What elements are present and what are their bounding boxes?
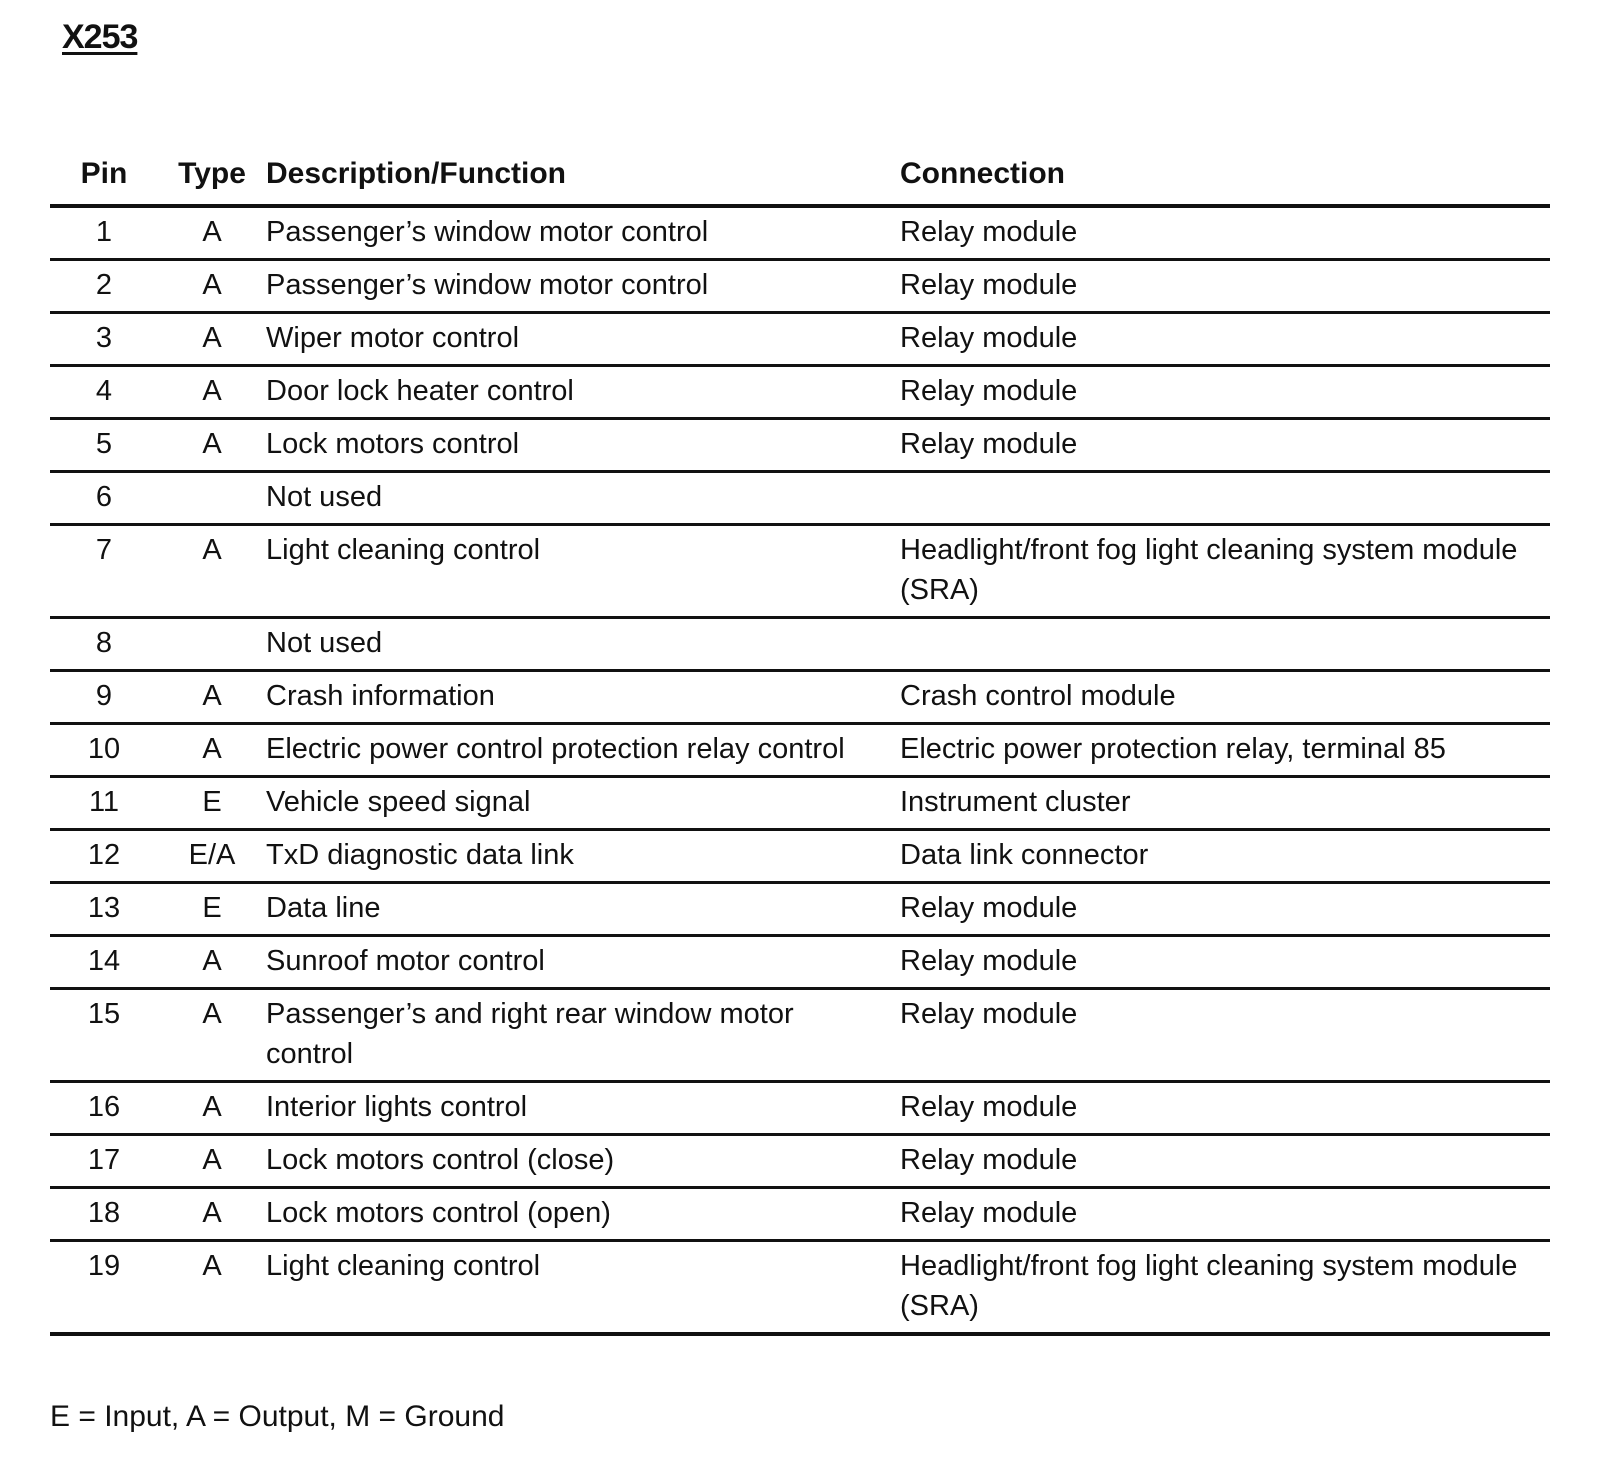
description-cell: Electric power control protection relay control [266,724,900,777]
connection-cell [900,618,1550,671]
description-cell: TxD diagnostic data link [266,830,900,883]
type-cell: A [158,989,266,1082]
type-cell: A [158,1082,266,1135]
table-row [50,883,1550,936]
description-cell: Passenger’s and right rear window motor control [266,989,900,1082]
connection-cell: Relay module [900,1188,1550,1241]
table-row [50,989,1550,1082]
type-cell: E [158,777,266,830]
table-row [50,1135,1550,1188]
type-cell [158,618,266,671]
header-connection: Connection [900,150,1550,206]
type-cell: E [158,883,266,936]
connection-cell: Relay module [900,936,1550,989]
type-cell: A [158,671,266,724]
table-row [50,724,1550,777]
type-cell: A [158,366,266,419]
connection-cell: Crash control module [900,671,1550,724]
pin-cell: 7 [50,525,158,618]
type-cell: A [158,1135,266,1188]
table-row [50,936,1550,989]
connection-cell: Relay module [900,366,1550,419]
table-row [50,618,1550,671]
type-cell: A [158,724,266,777]
type-legend: E = Input, A = Output, M = Ground [50,1400,505,1433]
pin-cell: 2 [50,260,158,313]
description-cell: Vehicle speed signal [266,777,900,830]
pin-cell: 14 [50,936,158,989]
pin-cell: 5 [50,419,158,472]
description-cell: Light cleaning control [266,525,900,618]
description-cell: Crash information [266,671,900,724]
header-pin: Pin [50,150,158,206]
description-cell: Wiper motor control [266,313,900,366]
pin-cell: 1 [50,206,158,260]
header-type: Type [158,150,266,206]
connection-cell: Relay module [900,260,1550,313]
description-cell: Door lock heater control [266,366,900,419]
type-cell: A [158,1188,266,1241]
connection-cell: Relay module [900,1135,1550,1188]
table-row [50,472,1550,525]
connection-cell: Relay module [900,989,1550,1082]
type-cell [158,472,266,525]
connection-cell: Headlight/front fog light cleaning system module (SRA) [900,1241,1550,1335]
table-row [50,671,1550,724]
pin-cell: 3 [50,313,158,366]
connection-cell: Relay module [900,313,1550,366]
connection-cell: Relay module [900,1082,1550,1135]
connection-cell: Relay module [900,419,1550,472]
connection-cell: Headlight/front fog light cleaning system module (SRA) [900,525,1550,618]
description-cell: Lock motors control [266,419,900,472]
connection-cell: Electric power protection relay, terminal 85 [900,724,1550,777]
description-cell: Lock motors control (close) [266,1135,900,1188]
table-row [50,1188,1550,1241]
connection-cell: Data link connector [900,830,1550,883]
pin-cell: 6 [50,472,158,525]
pin-cell: 12 [50,830,158,883]
table-row [50,366,1550,419]
pin-cell: 15 [50,989,158,1082]
description-cell: Passenger’s window motor control [266,206,900,260]
connection-cell: Relay module [900,206,1550,260]
description-cell: Light cleaning control [266,1241,900,1335]
description-cell: Lock motors control (open) [266,1188,900,1241]
pin-cell: 9 [50,671,158,724]
table-row [50,1241,1550,1335]
table-row [50,525,1550,618]
type-cell: A [158,419,266,472]
connection-cell: Relay module [900,883,1550,936]
table-row [50,260,1550,313]
table-row [50,419,1550,472]
connection-cell [900,472,1550,525]
connector-title: X253 [62,18,138,56]
header-description: Description/Function [266,150,900,206]
pin-cell: 4 [50,366,158,419]
pin-cell: 16 [50,1082,158,1135]
pin-cell: 10 [50,724,158,777]
pin-cell: 19 [50,1241,158,1335]
description-cell: Passenger’s window motor control [266,260,900,313]
table-body [50,206,1550,1334]
type-cell: A [158,936,266,989]
pin-cell: 17 [50,1135,158,1188]
description-cell: Interior lights control [266,1082,900,1135]
table-row [50,313,1550,366]
table-row [50,830,1550,883]
table-row [50,777,1550,830]
table-row [50,1082,1550,1135]
type-cell: A [158,206,266,260]
pin-cell: 13 [50,883,158,936]
pin-cell: 11 [50,777,158,830]
table-header-row [50,150,1550,206]
description-cell: Data line [266,883,900,936]
table-row [50,206,1550,260]
pin-cell: 8 [50,618,158,671]
description-cell: Sunroof motor control [266,936,900,989]
pin-cell: 18 [50,1188,158,1241]
type-cell: A [158,525,266,618]
connection-cell: Instrument cluster [900,777,1550,830]
pin-assignment-table [50,150,1550,1336]
type-cell: A [158,260,266,313]
type-cell: E/A [158,830,266,883]
description-cell: Not used [266,472,900,525]
description-cell: Not used [266,618,900,671]
type-cell: A [158,313,266,366]
type-cell: A [158,1241,266,1335]
